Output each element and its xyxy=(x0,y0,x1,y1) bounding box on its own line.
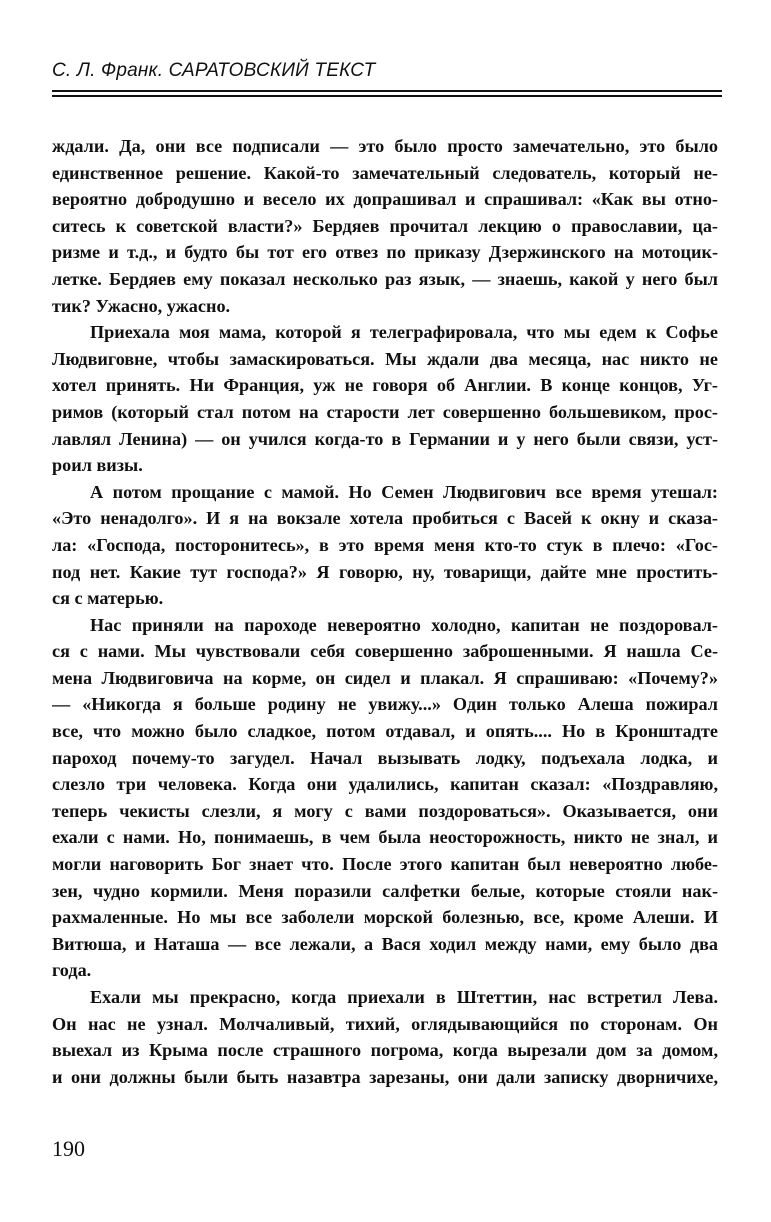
paragraph-first-line: Ехали мы прекрасно, когда приехали в Штеттин, нас встретил Лева. xyxy=(90,987,718,1007)
text-line: зен, чудно кормили. Меня поразили салфетки белые, которые стояли нак- xyxy=(52,880,718,901)
text-line: вероятно добродушно и весело их допрашивал и спрашивал: «Как вы отно- xyxy=(52,189,718,210)
text-line: ся с матерью. xyxy=(52,588,164,609)
text-line: выехал из Крыма после страшного погрома, когда вырезали дом за домом, xyxy=(52,1040,718,1061)
text-line: лавлял Ленина) — он учился когда-то в Германии и у него были связи, уст- xyxy=(52,428,718,449)
text-line: Людвиговне, чтобы замаскироваться. Мы ждали два месяца, нас никто не xyxy=(52,348,718,369)
text-line: ризме и т.д., и будто бы тот его отвез по приказу Дзержинского на мотоцик- xyxy=(52,242,718,263)
text-line: ситесь к советской власти?» Бердяев прочитал лекцию о православии, ца- xyxy=(52,215,718,236)
text-line: и они должны были быть назавтра зарезаны, они дали записку дворничихе, xyxy=(52,1066,718,1087)
text-line: ехали с нами. Но, понимаешь, в чем была неосторожность, никто не знал, и xyxy=(52,827,718,848)
text-line: Он нас не узнал. Молчаливый, тихий, оглядывающийся по сторонам. Он xyxy=(52,1013,718,1034)
text-line: «Это ненадолго». И я на вокзале хотела пробиться с Васей к окну и сказа- xyxy=(52,508,718,529)
text-line: ла: «Господа, посторонитесь», в это время меня кто-то стук в плечо: «Гос- xyxy=(52,534,718,555)
text-line: римов (который стал потом на старости лет совершенно большевиком, прос- xyxy=(52,401,718,422)
text-line: теперь чекисты слезли, я могу с вами поздороваться». Оказывается, они xyxy=(52,800,718,821)
text-line: пароход почему-то загудел. Начал вызывать лодку, подъехала лодка, и xyxy=(52,747,718,768)
text-line: могли наговорить Бог знает что. После этого капитан был невероятно любе- xyxy=(52,854,718,875)
paragraph-first-line: А потом прощание с мамой. Но Семен Людвигович все время утешал: xyxy=(90,481,718,502)
text-line: ждали. Да, они все подписали — это было просто замечательно, это было xyxy=(52,136,718,156)
text-line: под нет. Какие тут господа?» Я говорю, ну, товарищи, дайте мне простить- xyxy=(52,561,718,582)
running-header: С. Л. Франк. САРАТОВСКИЙ ТЕКСТ xyxy=(52,60,376,81)
text-line: единственное решение. Какой-то замечательный следователь, который не- xyxy=(52,162,718,183)
text-line: роил визы. xyxy=(52,455,143,476)
text-line: года. xyxy=(52,960,92,981)
text-line: рахмаленные. Но мы все заболели морской болезнью, все, кроме Алеши. И xyxy=(52,907,718,928)
text-line: летке. Бердяев ему показал несколько раз язык, — знаешь, какой у него был xyxy=(52,268,718,289)
page-number: 190 xyxy=(52,1136,85,1161)
text-line: — «Никогда я больше родину не увижу...» Один только Алеша пожирал xyxy=(52,694,718,715)
header-rule-top xyxy=(52,90,722,92)
text-line: тик? Ужасно, ужасно. xyxy=(52,295,231,316)
header-rule-bottom xyxy=(52,95,722,97)
paragraph-first-line: Приехала моя мама, которой я телеграфировала, что мы едем к Софье xyxy=(90,322,718,343)
text-line: хотел принять. Ни Франция, уж не говоря об Англии. В конце концов, Уг- xyxy=(52,375,718,396)
text-line: слезло три человека. Когда они удалились, капитан сказал: «Поздравляю, xyxy=(52,774,718,795)
text-line: ся с нами. Мы чувствовали себя совершенно заброшенными. Я нашла Се- xyxy=(52,641,718,662)
text-line: Витюша, и Наташа — все лежали, а Вася ходил между нами, ему было два xyxy=(52,933,718,954)
paragraph-first-line: Нас приняли на пароходе невероятно холодно, капитан не поздоровал- xyxy=(90,614,718,635)
text-line: мена Людвиговича на корме, он сидел и плакал. Я спрашиваю: «Почему?» xyxy=(52,667,718,688)
body-text xyxy=(52,133,718,1090)
text-line: все, что можно было сладкое, потом отдавал, и опять.... Но в Кронштадте xyxy=(52,721,718,742)
